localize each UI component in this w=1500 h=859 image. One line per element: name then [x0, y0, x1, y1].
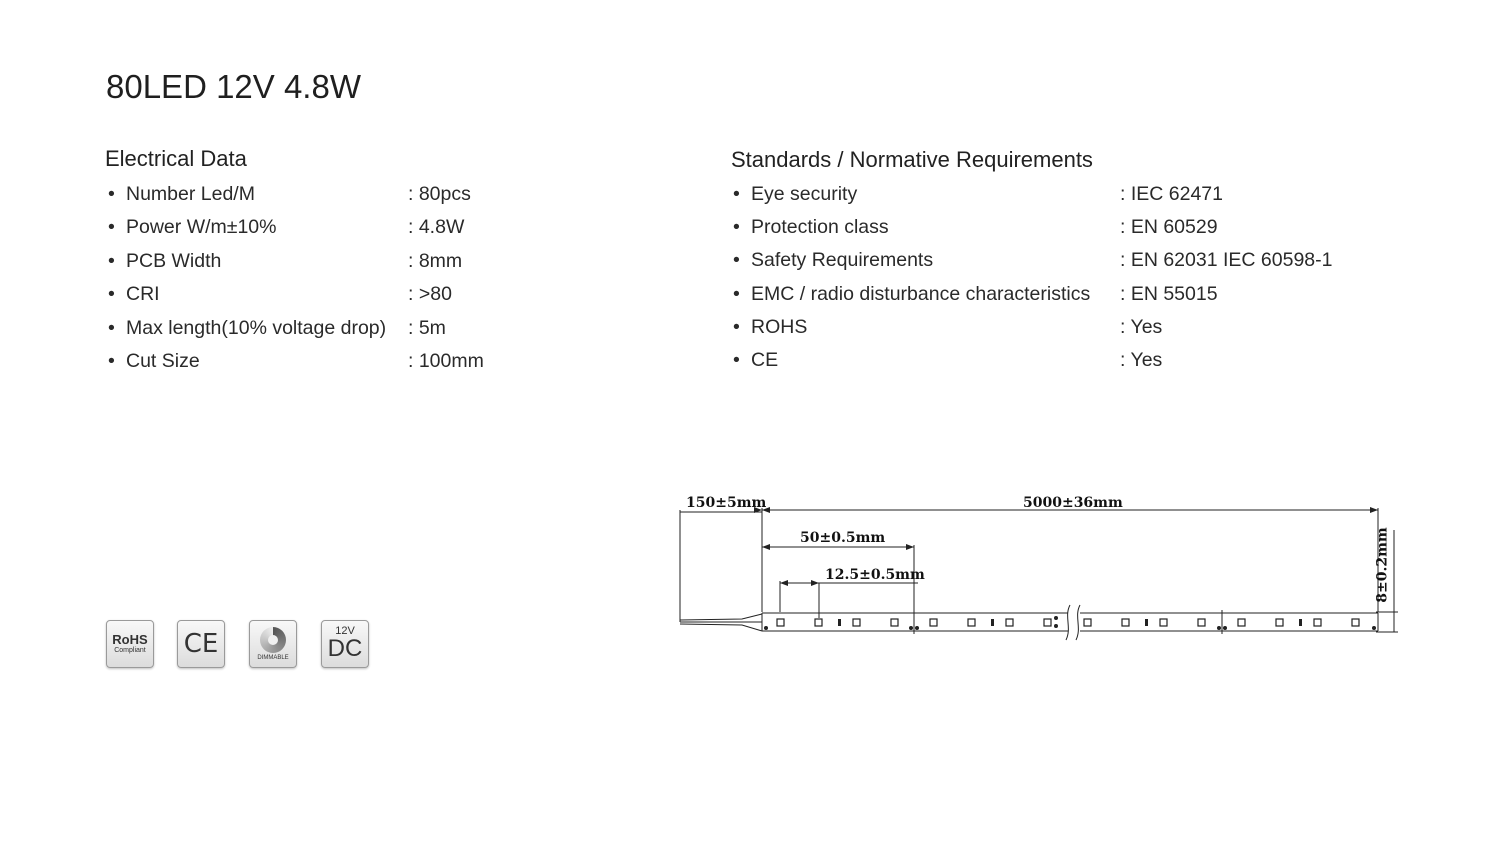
bullet: • [108, 317, 115, 339]
bullet: • [108, 183, 115, 205]
row-value: : 4.8W [408, 216, 465, 238]
row-label: Cut Size [126, 350, 200, 372]
row-label: Power W/m±10% [126, 216, 277, 238]
bullet: • [733, 216, 740, 238]
rohs-text: RoHS [112, 632, 148, 647]
led-chip [1044, 619, 1051, 626]
pitch-label: 12.5±0.5mm [825, 567, 925, 583]
dc-text: DC [327, 635, 363, 662]
led-chip [777, 619, 784, 626]
led-chip [1238, 619, 1245, 626]
row-label: ROHS [751, 316, 808, 338]
solder-pad [1223, 626, 1227, 630]
strip-outline-left [762, 613, 1068, 631]
row-value: : EN 55015 [1120, 283, 1218, 305]
led-chip [968, 619, 975, 626]
break-symbol [1066, 605, 1080, 640]
row-value: : 80pcs [408, 183, 471, 205]
bullet: • [733, 316, 740, 338]
solder-pad [1217, 626, 1221, 630]
dimmable-text: DIMMABLE [257, 655, 289, 661]
total-length-label: 5000±36mm [1023, 495, 1123, 511]
arrow [780, 580, 788, 586]
resistor [1145, 619, 1148, 626]
row-label: Safety Requirements [751, 249, 934, 271]
bullet: • [108, 350, 115, 372]
row-label: EMC / radio disturbance characteristics [751, 283, 1091, 305]
row-label: Number Led/M [126, 183, 255, 205]
resistor [991, 619, 994, 626]
solder-pad [1372, 626, 1376, 630]
solder-pad [1054, 624, 1058, 628]
row-value: : EN 60529 [1120, 216, 1218, 238]
row-label: Protection class [751, 216, 889, 238]
bullet: • [108, 250, 115, 272]
width-label: 8±0.2mm [1374, 527, 1391, 603]
led-chip [1276, 619, 1283, 626]
row-value: : >80 [408, 283, 452, 305]
led-chip [1122, 619, 1129, 626]
bullet: • [733, 283, 740, 305]
row-value: : 100mm [408, 350, 484, 372]
lead-wire [680, 614, 762, 631]
arrow [1370, 507, 1378, 513]
led-chip [1352, 619, 1359, 626]
row-value: : Yes [1120, 316, 1163, 338]
led-chip [891, 619, 898, 626]
arrow [811, 580, 819, 586]
row-label: Max length(10% voltage drop) [126, 317, 387, 339]
bullet: • [108, 283, 115, 305]
led-chip [815, 619, 822, 626]
led-chip [1084, 619, 1091, 626]
solder-pad [909, 626, 913, 630]
resistor [838, 619, 841, 626]
product-title: 80LED 12V 4.8W [106, 68, 361, 105]
electrical-data-heading: Electrical Data [105, 146, 247, 171]
arrow [762, 544, 770, 550]
dc-voltage: 12V [335, 625, 355, 637]
rohs-compliant-text: Compliant [114, 647, 146, 654]
led-chip [1314, 619, 1321, 626]
row-label: CRI [126, 283, 160, 305]
lead-length-label: 150±5mm [686, 495, 767, 511]
bullet: • [108, 216, 115, 238]
ce-mark: CE [183, 629, 219, 659]
row-value: : 5m [408, 317, 446, 339]
bullet: • [733, 349, 740, 371]
led-chip [1198, 619, 1205, 626]
solder-pad [915, 626, 919, 630]
row-label: CE [751, 349, 779, 371]
row-value: : Yes [1120, 349, 1163, 371]
led-chip [930, 619, 937, 626]
led-chip [1006, 619, 1013, 626]
cut-length-label: 50±0.5mm [800, 530, 886, 546]
row-value: : 8mm [408, 250, 463, 272]
led-chip [853, 619, 860, 626]
bullet: • [733, 183, 740, 205]
row-label: PCB Width [126, 250, 222, 272]
bullet: • [733, 249, 740, 271]
solder-pad [1054, 616, 1058, 620]
row-label: Eye security [751, 183, 858, 205]
arrow [906, 544, 914, 550]
row-value: : EN 62031 IEC 60598-1 [1120, 249, 1333, 271]
resistor [1299, 619, 1302, 626]
solder-pad [764, 626, 768, 630]
led-chip [1160, 619, 1167, 626]
row-value: : IEC 62471 [1120, 183, 1223, 205]
standards-heading: Standards / Normative Requirements [731, 147, 1093, 172]
